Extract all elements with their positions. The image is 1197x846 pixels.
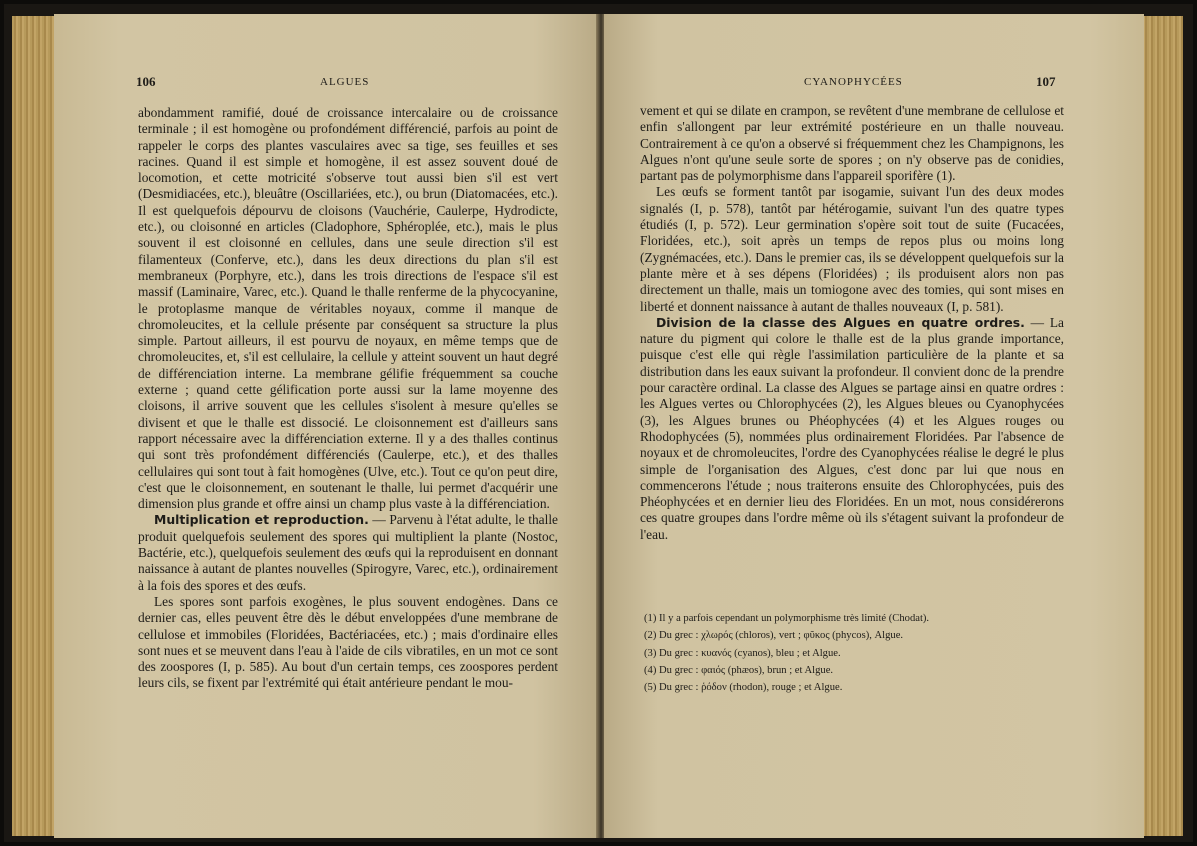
section-heading: Multiplication et reproduction.: [154, 512, 369, 528]
paragraph-text: abondamment ramifié, doué de croissance intercalaire ou de croissance terminale ; il est homogène ou profondément différencié, parfois au point de rappeler le corps des plantes vasculaires avec sa tige, ses feuilles et ses racines. Quand il est simple et homogène, il est assez souvent doué de locomotion, et cette motricité s'observe tout aussi bien s'il est vert (Desmidiacées, etc.), bleuâtre (Oscillariées, etc.), ou brun (Diatomacées, etc.). Il est quelquefois dépourvu de cloisons (Vauchérie, Caulerpe, Hydrodicte, etc.), ou cloisonné en articles (Cladophore, Sphéroplée, etc.), mais le plus souvent il est cloisonné en cellules, dans une seule direction s'il est filamenteux (Conferve, etc.), dans les deux directions du plan s'il est membraneux (Porphyre, etc.), dans les trois directions de l'espace s'il est massif (Laminaire, Varec, etc.). Quand le thalle renferme de la phycocyanine, le protoplasme manque de véritables noyaux, comme il manque de chromoleucites, et la cellule présente par conséquent sa structure la plus simple. Partout ailleurs, il est pourvu de noyaux, en même temps que de chromoleucites, et, s'il est cellulaire, la cellule y atteint souvent un haut degré de différenciation interne. La membrane gélifie fréquemment sa couche externe ; quand cette gélification porte aussi sur la lame moyenne des cloisons, il arrive souvent que les cellules s'isolent à mesure qu'elles se divisent et que le thalle est dissocié. Le cloisonnement est d'ailleurs sans rapport nécessaire avec la différenciation externe. Il y a des thalles continus qui sont très profondément différenciés (Caulerpe, etc.), et des thalles cellulaires qui sont tout à fait homogènes (Ulve, etc.). Tout ce qu'on peut dire, c'est que le cloisonnement, en soutenant le thalle, lui permet d'acquérir une dimension plus grande et offre ainsi un champ plus vaste à la différenciation.: [138, 105, 558, 512]
running-head-right: CYANOPHYCÉES: [804, 76, 903, 88]
paragraph: [640, 103, 1064, 184]
footnote: (4) Du grec : φαιός (phæos), brun ; et Algue.: [644, 664, 834, 676]
page-edges-left: [12, 16, 58, 836]
footnote: (3) Du grec : κυανός (cyanos), bleu ; et Algue.: [644, 647, 841, 659]
footnotes: [644, 610, 1084, 696]
paragraph: [138, 512, 558, 593]
footnote: (1) Il y a parfois cependant un polymorphisme très limité (Chodat).: [644, 613, 930, 624]
footnote: (2) Du grec : χλωρός (chloros), vert ; φῦκος (phycos), Algue.: [644, 630, 904, 642]
left-page: [54, 14, 599, 838]
paragraph-text: — Parvenu à l'état adulte, le thalle produit quelquefois seulement des spores qui multiplient la plante (Nostoc, Bactérie, etc.), quelquefois seulement des œufs qui la reproduisent en donnant naissance à autant de plantes nouvelles (Spirogyre, Varec, etc.), ordinairement à la fois des spores et des œufs.: [138, 512, 558, 593]
paragraph-text: Les œufs se forment tantôt par isogamie, suivant l'un des deux modes signalés (I, p. 578), tantôt par hétérogamie, suivant l'un des quatre types étudiés (I, p. 572). Leur germination s'opère soit tout de suite (Fucacées, Floridées, etc.), soit après un temps de repos plus ou moins long (Zygnémacées, etc.). Dans le premier cas, ils se développent quelquefois sur la plante mère et à ses dépens (Floridées) ; ils produisent alors non pas directement un thalle, mais un tomiogone avec des tomies, qui sont mises en liberté et donnent naissance à autant de thalles nouveaux (I, p. 581).: [640, 184, 1064, 314]
paragraph: [138, 594, 558, 692]
left-page-body: [138, 105, 558, 692]
section-heading: Division de la classe des Algues en quatre ordres.: [656, 314, 1025, 330]
page-number-left: 106: [136, 74, 156, 89]
page-number-right: 107: [1036, 74, 1056, 89]
running-head-left: ALGUES: [320, 76, 370, 88]
paragraph-text: Les spores sont parfois exogènes, le plus souvent endogènes. Dans ce dernier cas, elles peuvent être dès le début enveloppées d'une membrane de cellulose et immobiles (Floridées, Bactériacées, etc.) ; mais d'ordinaire elles sont nues et se meuvent dans l'eau à l'aide de cils vibratiles, en un mot ce sont des zoospores (I, p. 585). Au bout d'un certain temps, ces zoospores perdent leurs cils, se fixent par l'extrémité qui était antérieure pendant le mou-: [138, 593, 558, 691]
paragraph: [640, 315, 1064, 543]
paragraph: [138, 105, 558, 512]
paragraph-text: — La nature du pigment qui colore le thalle est de la plus grande importance, puisque c'est elle qui règle l'assimilation particulière de la plante et sa distribution dans les eaux suivant la profondeur. Il convient donc de la prendre pour caractère ordinal. La classe des Algues se partage ainsi en quatre ordres : les Algues vertes ou Chlorophycées (2), les Algues bleues ou Cyanophycées (3), les Algues brunes ou Phéophycées (4) et les Algues rouges ou Rhodophycées (5), nommées plus ordinairement Floridées. Par l'absence de noyaux et de chromoleucites, l'ordre des Cyanophycées réalise le degré le plus simple de l'organisation des Algues, c'est donc par lui que nous en commencerons l'étude ; nous traiterons ensuite des Chlorophycées, puis des Phéophycées et en dernier lieu des Floridées. En un mot, nous considérerons ces quatre groupes dans l'ordre même où ils s'étagent suivant la profondeur de l'eau.: [640, 314, 1064, 542]
book-spread: [4, 4, 1193, 842]
right-page: [604, 14, 1144, 838]
paragraph-text: vement et qui se dilate en crampon, se revêtent d'une membrane de cellulose et enfin s'allongent par leur extrémité postérieure en un thalle nouveau. Contrairement à ce qu'on a observé si fréquemment chez les Champignons, les Algues n'ont qu'une seule sorte de spores ; on n'y observe pas de conidies, partant pas de polymorphisme dans l'appareil sporifère (1).: [640, 103, 1064, 184]
footnote: (5) Du grec : ῥόδον (rhodon), rouge ; et Algue.: [644, 682, 843, 694]
right-page-body: [640, 103, 1064, 543]
paragraph: [640, 184, 1064, 314]
